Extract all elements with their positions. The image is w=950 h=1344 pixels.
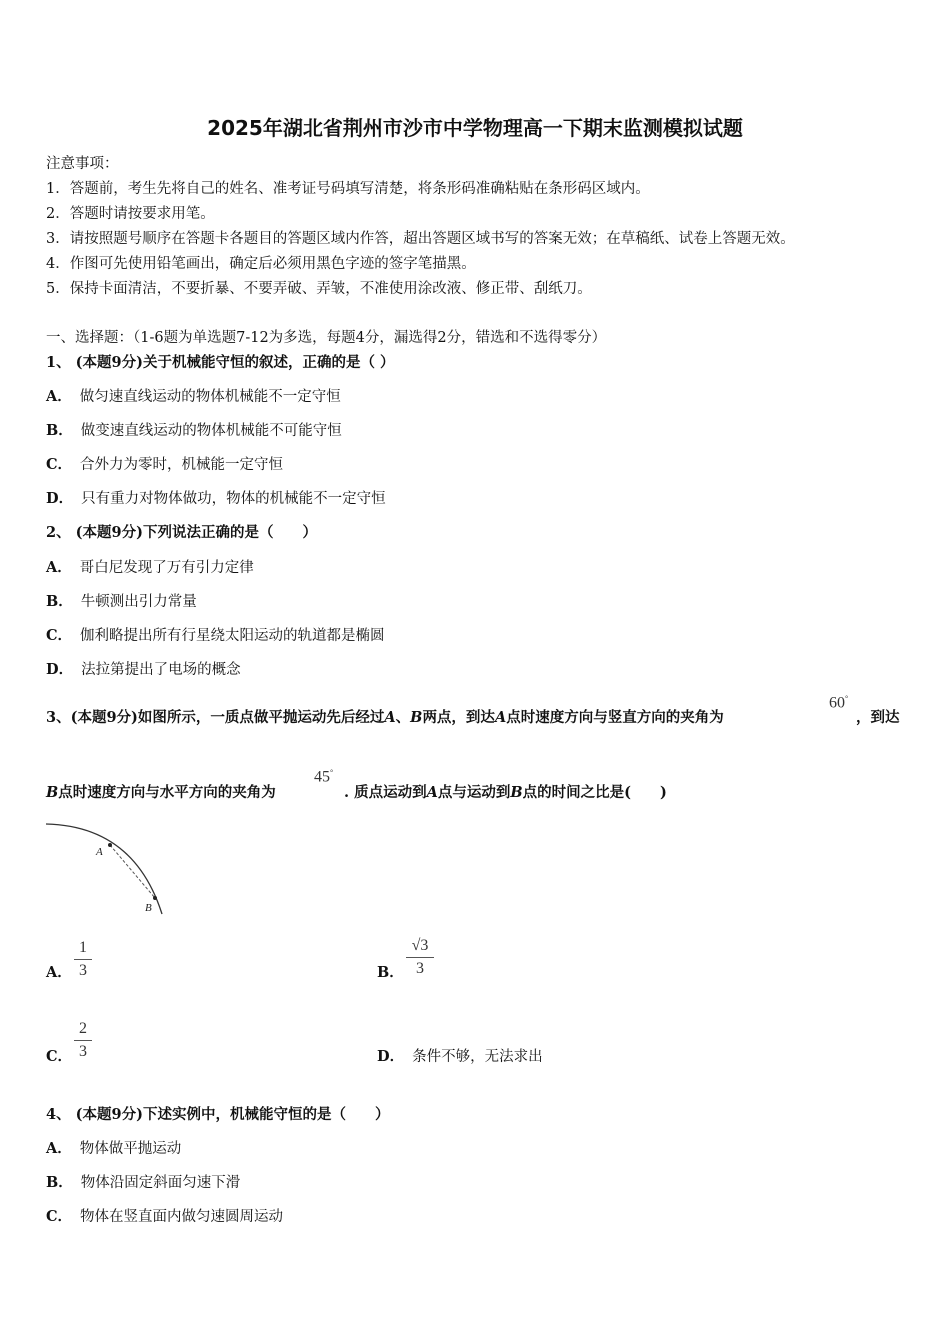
notice-item-3: 3．请按照题号顺序在答题卡各题目的答题区域内作答，超出答题区域书写的答案无效；在草稿纸、试卷上答题无效。 (46, 231, 795, 247)
q3-angle-45-deg: ° (330, 768, 334, 777)
q2-option-d (46, 658, 241, 679)
q3-option-a-label: A． (46, 964, 72, 981)
label-b: B (145, 902, 152, 914)
q3-option-d-label: D． (377, 1048, 405, 1065)
q3-angle-60-deg: ° (845, 694, 849, 703)
q2-option-c (46, 624, 385, 645)
q3-stem-part8: 点的时间之比是( ) (522, 784, 667, 801)
q2-option-b (46, 590, 197, 611)
q3-var-b-3: B (510, 784, 523, 801)
q1-option-d-label: D． (46, 490, 74, 507)
q1-option-c (46, 453, 283, 474)
q4-option-b-text: 物体沿固定斜面匀速下滑 (80, 1175, 241, 1191)
q4-option-a-text: 物体做平抛运动 (79, 1141, 182, 1157)
q2-option-a-text: 哥白尼发现了万有引力定律 (79, 560, 254, 576)
q3-var-a: A (384, 709, 396, 726)
notice-item-4: 4．作图可先使用铅笔画出，确定后必须用黑色字迹的签字笔描黑。 (46, 256, 476, 272)
q3-stem-line2b (344, 781, 667, 802)
q4-stem: 4、 (本题9分)下述实例中，机械能守恒的是（ ） (46, 1106, 390, 1123)
q4-option-c-label: C． (46, 1208, 73, 1225)
q4-option-a (46, 1137, 181, 1158)
q4-option-c-text: 物体在竖直面内做匀速圆周运动 (80, 1209, 284, 1225)
q3-stem-part5: 点时速度方向与水平方向的夹角为 (58, 784, 276, 801)
q3-option-d (377, 1045, 543, 1066)
q2-option-b-text: 牛顿测出引力常量 (80, 594, 197, 610)
notice-item-2: 2．答题时请按要求用笔。 (46, 206, 215, 222)
q3-stem-part3: 点时速度方向与竖直方向的夹角为 (506, 709, 724, 726)
q4-option-b (46, 1171, 240, 1192)
q3-option-d-text: 条件不够，无法求出 (412, 1049, 543, 1065)
q3-option-c-num: 2 (74, 1020, 92, 1041)
q2-option-b-label: B． (46, 593, 73, 610)
q2-option-c-label: C． (46, 627, 73, 644)
q3-option-b-fraction (406, 937, 434, 978)
q1-option-c-text: 合外力为零时，机械能一定守恒 (80, 457, 284, 473)
q2-stem: 2、 (本题9分)下列说法正确的是（ ） (46, 524, 317, 541)
q4-option-c (46, 1205, 283, 1226)
q3-stem-part1: 3、(本题9分)如图所示，一质点做平抛运动先后经过 (46, 709, 385, 726)
section-heading: 一、选择题：（1-6题为单选题7-12为多选，每题4分，漏选得2分，错选和不选得零分） (46, 330, 607, 346)
q3-var-b-2: B (46, 784, 59, 801)
notice-heading: 注意事项： (46, 156, 119, 172)
q3-stem-line2 (46, 781, 276, 802)
q1-option-c-label: C． (46, 456, 73, 473)
q3-option-b-num: √3 (406, 937, 434, 958)
q1-option-b-label: B． (46, 422, 73, 439)
q4-option-b-label: B． (46, 1174, 73, 1191)
q1-option-b (46, 419, 342, 440)
trajectory-curve (46, 824, 162, 914)
q3-option-c-den: 3 (79, 1043, 87, 1060)
q4-option-a-label: A． (46, 1140, 72, 1157)
q1-option-b-text: 做变速直线运动的物体机械能不可能守恒 (80, 423, 342, 439)
q3-option-a-fraction (74, 939, 92, 980)
q3-angle-45-value: 45 (314, 768, 330, 786)
q1-stem: 1、 (本题9分)关于机械能守恒的叙述，正确的是（ ） (46, 354, 395, 371)
q2-option-a (46, 556, 254, 577)
q3-var-a-3: A (426, 784, 438, 801)
label-a: A (96, 846, 103, 858)
q2-option-a-label: A． (46, 559, 72, 576)
q3-option-a-den: 3 (79, 962, 87, 979)
q1-option-d-text: 只有重力对物体做功，物体的机械能不一定守恒 (81, 491, 386, 507)
page-title: 2025年湖北省荆州市沙市中学物理高一下期末监测模拟试题 (207, 116, 743, 140)
q3-option-c-label: C． (46, 1048, 73, 1065)
q3-stem-part6: . 质点运动到 (344, 784, 427, 801)
q1-option-a (46, 385, 341, 406)
q1-option-a-text: 做匀速直线运动的物体机械能不一定守恒 (79, 389, 341, 405)
chord-line (110, 845, 155, 898)
q3-angle-60-value: 60 (829, 694, 845, 712)
q3-option-b-den: 3 (416, 960, 424, 977)
q3-stem-line1 (46, 706, 724, 727)
q3-option-a-num: 1 (74, 939, 92, 960)
q3-sep: 、 (395, 709, 411, 726)
q2-option-d-text: 法拉第提出了电场的概念 (81, 662, 241, 678)
point-a (108, 843, 112, 847)
q3-angle-60 (829, 694, 848, 712)
notice-item-5: 5．保持卡面清洁，不要折暴、不要弄破、弄皱，不准使用涂改液、修正带、刮纸刀。 (46, 281, 592, 297)
q3-stem-part2: 两点，到达 (422, 709, 495, 726)
q2-option-c-text: 伽利略提出所有行星绕太阳运动的轨道都是椭圆 (80, 628, 385, 644)
q3-angle-45 (314, 768, 333, 786)
q3-var-a-2: A (494, 709, 507, 726)
point-b (153, 896, 157, 900)
q3-option-b-label: B． (377, 964, 404, 981)
q3-trajectory-figure (44, 818, 174, 922)
q1-option-a-label: A． (46, 388, 72, 405)
q3-stem-part7: 点与运动到 (437, 784, 511, 801)
q1-option-d (46, 487, 386, 508)
q2-option-d-label: D． (46, 661, 74, 678)
q3-stem-part4: ，到达 (856, 709, 900, 726)
notice-item-1: 1．答题前，考生先将自己的姓名、准考证号码填写清楚，将条形码准确粘贴在条形码区域内。 (46, 181, 650, 197)
q3-option-c-fraction (74, 1020, 92, 1061)
q3-var-b: B (410, 709, 423, 726)
